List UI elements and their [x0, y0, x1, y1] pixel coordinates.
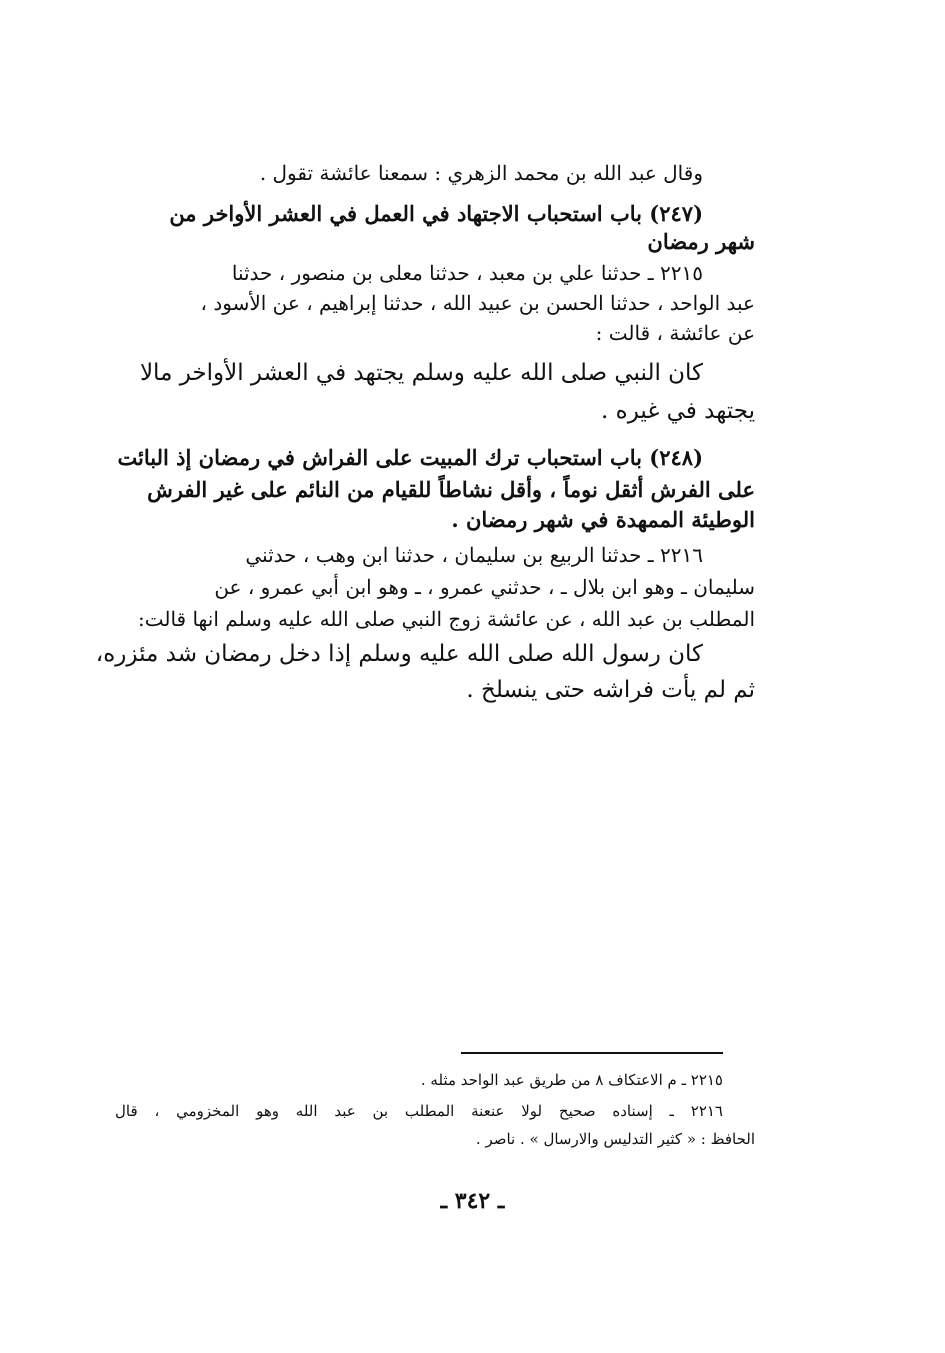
- hadith-2216-matn-line-2: ثم لم يأت فراشه حتى ينسلخ .: [466, 677, 755, 703]
- hadith-2215-isnad-line-3: عن عائشة ، قالت :: [595, 321, 755, 345]
- chapter-247-heading-line-1: (٢٤٧) باب استحباب الاجتهاد في العمل في العشر الأواخر من: [169, 201, 703, 226]
- hadith-2216-isnad-line-3: المطلب بن عبد الله ، عن عائشة زوج النبي صلى الله عليه وسلم انها قالت:: [137, 607, 755, 631]
- footnote-2216-line-1: ٢٢١٦ ـ إسناده صحيح لولا عنعنة المطلب بن عبد الله وهو المخزومي ، قال: [115, 1102, 723, 1120]
- page-number: ـ ٣٤٢ ـ: [440, 1188, 505, 1214]
- hadith-2216-isnad-line-1: ٢٢١٦ ـ حدثنا الربيع بن سليمان ، حدثنا ابن وهب ، حدثني: [245, 543, 703, 567]
- chapter-248-heading-line-1: (٢٤٨) باب استحباب ترك المبيت على الفراش في رمضان إذ البائت: [117, 445, 703, 470]
- hadith-2216-matn-line-1: كان رسول الله صلى الله عليه وسلم إذا دخل رمضان شد مئزره،: [95, 641, 703, 667]
- hadith-2215-isnad-line-1: ٢٢١٥ ـ حدثنا علي بن معبد ، حدثنا معلى بن منصور ، حدثنا: [231, 261, 703, 285]
- chapter-248-heading-line-2: على الفرش أثقل نوماً ، وأقل نشاطاً للقيام من النائم على غير الفرش: [147, 477, 755, 502]
- hadith-2216-isnad-line-2: سليمان ـ وهو ابن بلال ـ ، حدثني عمرو ، ـ وهو ابن أبي عمرو ، عن: [214, 575, 755, 599]
- footnote-separator: [461, 1052, 723, 1054]
- hadith-2215-matn-line-2: يجتهد في غيره .: [601, 398, 755, 424]
- chapter-247-heading-line-2: شهر رمضان: [647, 229, 755, 254]
- hadith-2215-isnad-line-2: عبد الواحد ، حدثنا الحسن بن عبيد الله ، حدثنا إبراهيم ، عن الأسود ،: [200, 291, 755, 315]
- footnote-2215: ٢٢١٥ ـ م الاعتكاف ٨ من طريق عبد الواحد مثله .: [420, 1071, 723, 1089]
- chapter-248-heading-line-3: الوطيئة الممهدة في شهر رمضان .: [451, 507, 755, 532]
- hadith-2215-matn-line-1: كان النبي صلى الله عليه وسلم يجتهد في العشر الأواخر مالا: [139, 360, 703, 386]
- intro-line: وقال عبد الله بن محمد الزهري : سمعنا عائشة تقول .: [259, 161, 703, 185]
- footnote-2216-line-2: الحافظ : « كثير التدليس والارسال » . ناصر .: [475, 1130, 755, 1148]
